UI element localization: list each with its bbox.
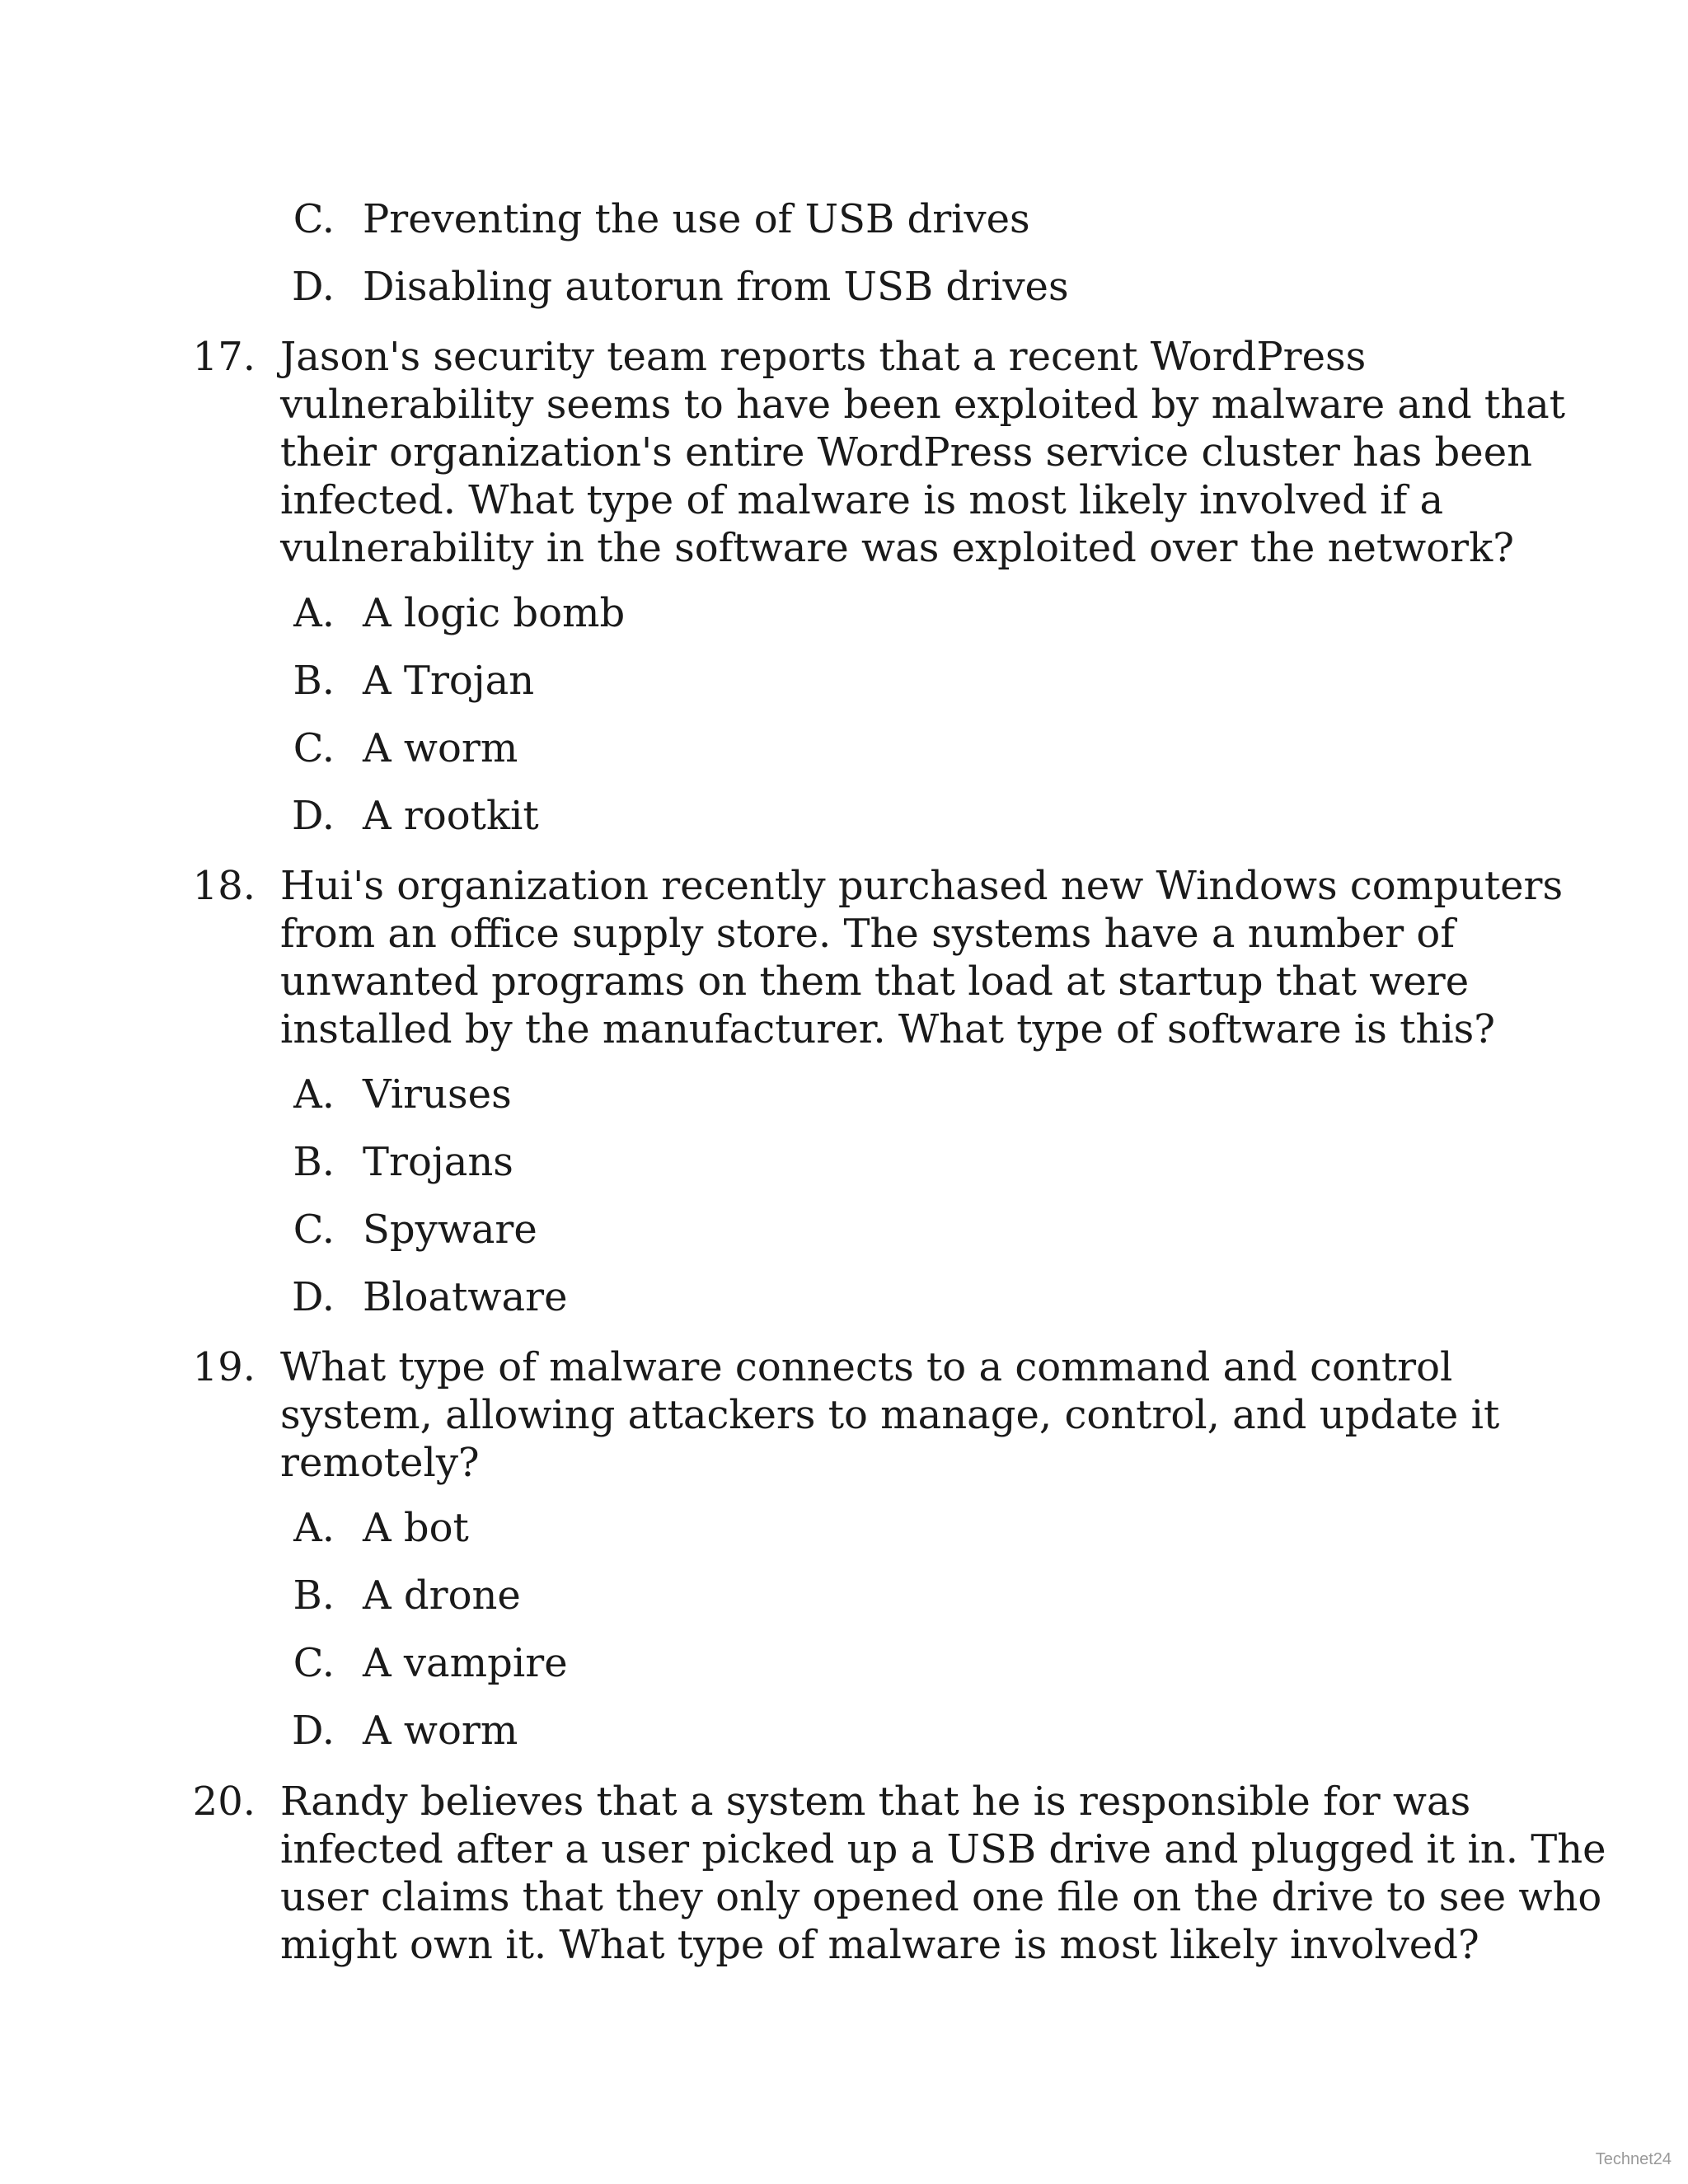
question-line: vulnerability in the software was exploited over the network? (280, 525, 1514, 571)
option-letter: D. (291, 264, 335, 310)
question-line: vulnerability seems to have been exploited by malware and that (280, 382, 1566, 428)
question-number: 20. (192, 1779, 256, 1825)
option-text: A worm (363, 725, 518, 771)
question-line: Randy believes that a system that he is responsible for was (280, 1779, 1471, 1825)
option-text: A drone (363, 1572, 521, 1619)
option-letter: C. (293, 196, 335, 242)
question-line: Hui's organization recently purchased new Windows computers (280, 863, 1564, 909)
option-letter: B. (293, 1139, 335, 1185)
option-letter: B. (293, 1572, 335, 1619)
option-letter: C. (293, 1207, 335, 1253)
question-line: their organization's entire WordPress service cluster has been (280, 429, 1533, 476)
option-letter: A. (293, 1505, 335, 1551)
option-text: A rootkit (363, 793, 539, 839)
option-text: Bloatware (363, 1274, 568, 1320)
option-text: A logic bomb (363, 590, 626, 636)
option-letter: C. (293, 1640, 335, 1686)
question-line: remotely? (280, 1440, 480, 1486)
question-line: from an office supply store. The systems have a number of (280, 911, 1456, 957)
option-letter: A. (293, 590, 335, 636)
option-letter: D. (291, 1708, 335, 1754)
option-text: Disabling autorun from USB drives (363, 264, 1069, 310)
question-line: user claims that they only opened one file on the drive to see who (280, 1874, 1602, 1920)
option-text: A worm (363, 1708, 518, 1754)
question-line: installed by the manufacturer. What type of software is this? (280, 1006, 1496, 1052)
question-line: Jason's security team reports that a recent WordPress (280, 334, 1367, 380)
question-text (280, 862, 1564, 1053)
question-number: 19. (192, 1344, 256, 1390)
question-line: What type of malware connects to a command and control (280, 1344, 1453, 1390)
question-text (280, 1778, 1606, 1969)
question-line: infected after a user picked up a USB drive and plugged it in. The (280, 1826, 1606, 1872)
option-letter: B. (293, 658, 335, 704)
option-text: Trojans (363, 1139, 513, 1185)
watermark-text: Technet24 (1595, 2150, 1672, 2168)
option-letter: C. (293, 725, 335, 771)
option-letter: D. (291, 1274, 335, 1320)
option-text: A Trojan (363, 658, 535, 704)
option-text: Viruses (363, 1071, 512, 1118)
question-text (280, 333, 1566, 572)
question-line: infected. What type of malware is most likely involved if a (280, 477, 1444, 523)
question-line: might own it. What type of malware is most likely involved? (280, 1922, 1479, 1968)
question-number: 17. (192, 334, 256, 380)
option-letter: D. (291, 793, 335, 839)
question-line: unwanted programs on them that load at startup that were (280, 958, 1470, 1005)
question-number: 18. (192, 863, 256, 909)
option-text: Preventing the use of USB drives (363, 196, 1030, 242)
option-text: A bot (363, 1505, 469, 1551)
option-text: A vampire (363, 1640, 568, 1686)
question-line: system, allowing attackers to manage, control, and update it (280, 1392, 1500, 1438)
option-letter: A. (293, 1071, 335, 1118)
option-text: Spyware (363, 1207, 537, 1253)
question-text (280, 1343, 1500, 1487)
